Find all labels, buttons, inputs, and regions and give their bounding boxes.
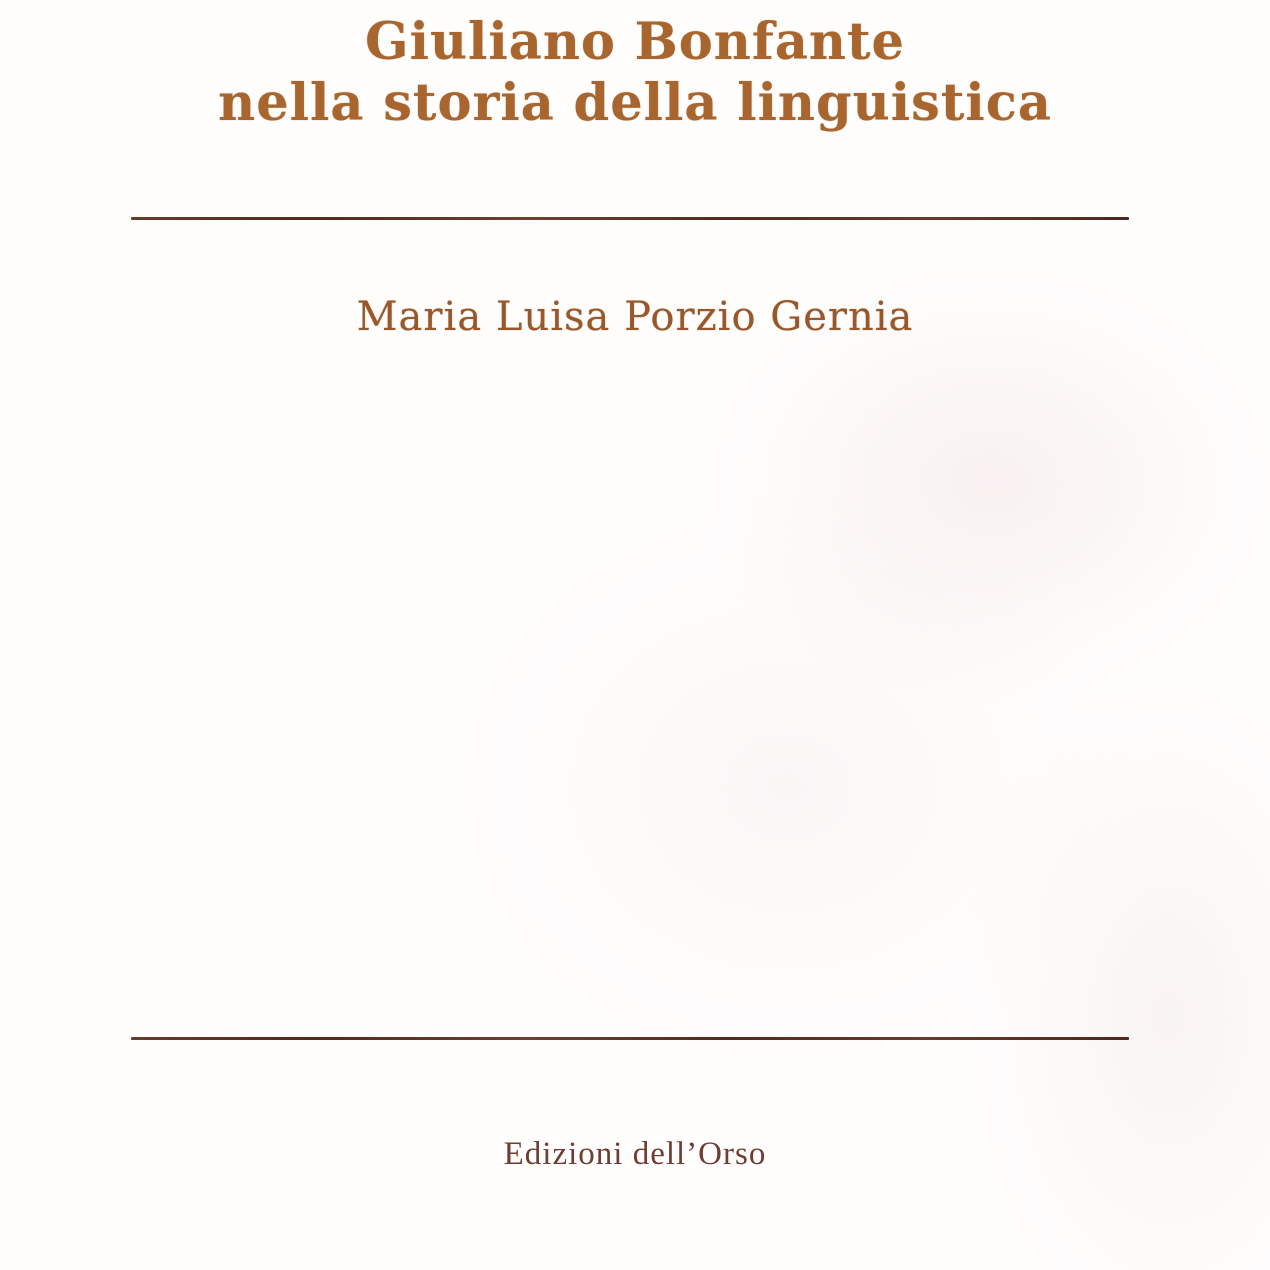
- book-title: [0, 12, 1270, 134]
- bottom-horizontal-rule: [131, 1037, 1129, 1040]
- book-title-line-1: Giuliano Bonfante: [365, 12, 905, 72]
- top-horizontal-rule: [131, 217, 1129, 220]
- publisher-name: Edizioni dell’Orso: [503, 1136, 767, 1172]
- book-title-line-2: nella storia della linguistica: [218, 73, 1052, 133]
- author-name: Maria Luisa Porzio Gernia: [356, 294, 914, 340]
